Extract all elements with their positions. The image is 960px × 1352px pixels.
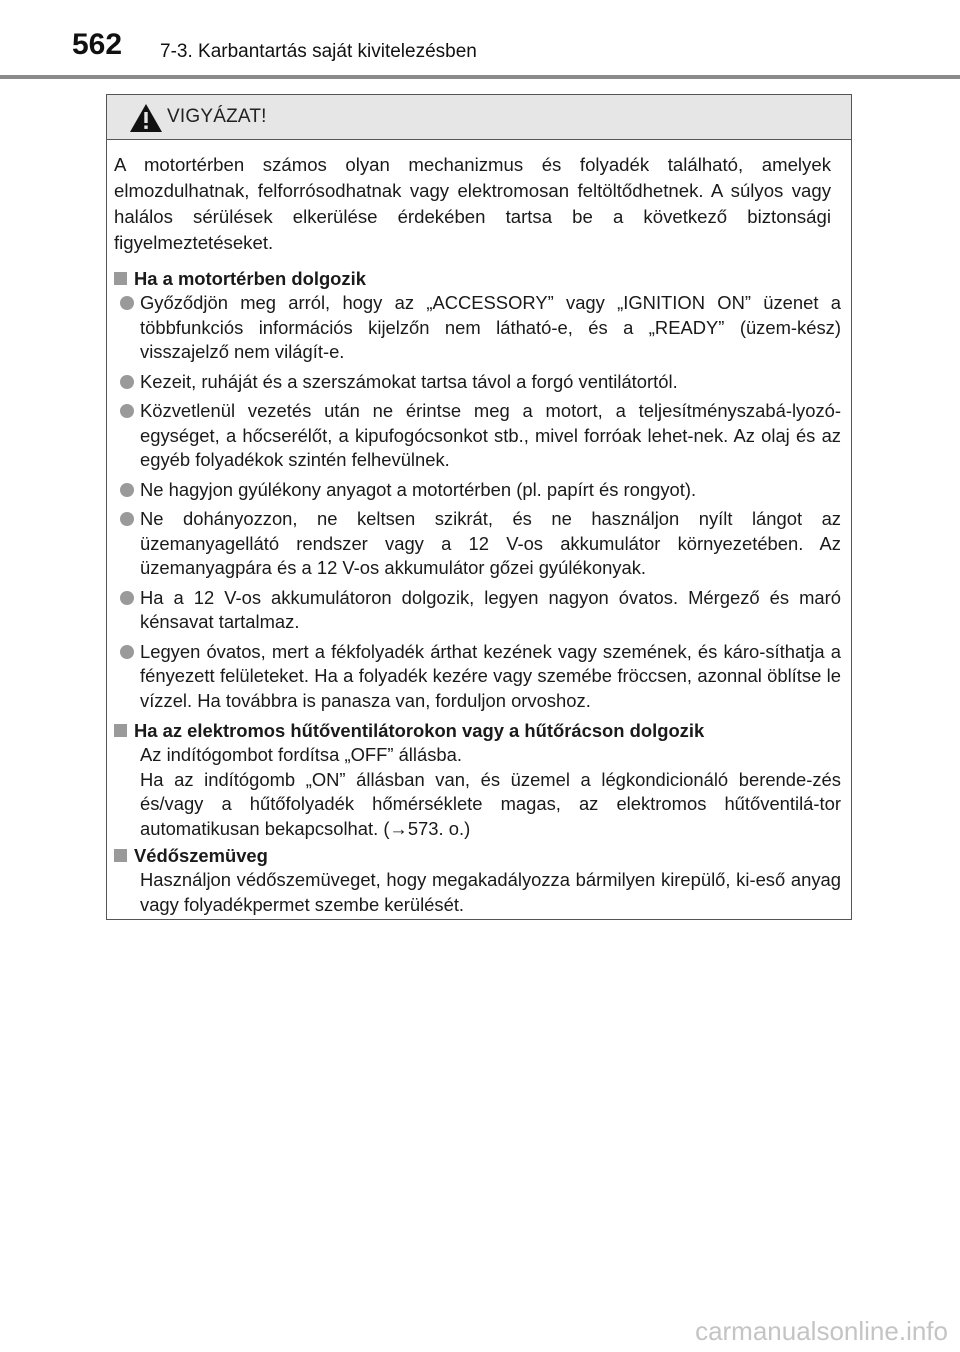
circle-bullet-icon [120, 645, 134, 659]
square-bullet-icon [114, 724, 127, 737]
list-item-text: Győződjön meg arról, hogy az „ACCESSORY” vagy „IGNITION ON” üzenet a többfunkciós információs kijelzőn nem látható-e, és a „READY” (üzem-kész) visszajelző nem világít-e. [140, 292, 841, 362]
list-item [116, 478, 841, 503]
circle-bullet-icon [120, 296, 134, 310]
section-heading [114, 266, 841, 291]
section-heading-text: Védőszemüveg [134, 845, 268, 866]
warning-body [107, 140, 851, 917]
paragraph: Az indítógombot fordítsa „OFF” állásba. [140, 744, 462, 765]
list-item-text: Kezeit, ruháját és a szerszámokat tartsa távol a forgó ventilátortól. [140, 370, 678, 392]
list-item-text: Ne dohányozzon, ne keltsen szikrát, és ne használjon nyílt lángot az üzemanyagellátó rendszer vagy a 12 V-os akkumulátor környezetében. Az üzemanyagpára és a 12 V-os akkumulátor gőzei gyúlékonyak. [140, 508, 841, 578]
list-item-text: Ne hagyjon gyúlékony anyagot a motortérben (pl. papírt és rongyot). [140, 478, 697, 500]
square-bullet-icon [114, 849, 127, 862]
section-cooling-fans [114, 718, 841, 841]
section-heading-text: Ha a motortérben dolgozik [134, 268, 366, 289]
section-heading [114, 843, 841, 868]
watermark[interactable]: carmanualsonline.info [695, 1316, 948, 1346]
warning-header [107, 95, 851, 140]
paragraph: Ha az indítógomb „ON” állásban van, és üzemel a légkondicionáló berende-zés és/vagy a hűtőfolyadék hőmérséklete magas, az elektromos hűtőventilá-tor automatikusan bekapcsolhat. (→573. o.) [140, 768, 841, 839]
list-item-text: Ha a 12 V-os akkumulátoron dolgozik, legyen nagyon óvatos. Mérgező és maró kénsavat tartalmaz. [140, 586, 841, 632]
warning-triangle-icon [129, 103, 163, 133]
list-item [116, 291, 841, 365]
circle-bullet-icon [120, 375, 134, 389]
page-number: 562 [72, 28, 123, 61]
section-heading-text: Ha az elektromos hűtőventilátorokon vagy a hűtőrácson dolgozik [134, 720, 705, 741]
warning-intro: A motortérben számos olyan mechanizmus és folyadék található, amelyek elmozdulhatnak, felforrósodhatnak vagy elektromosan feltöltődhetnek. A súlyos vagy halálos sérülések elkerülése érdekében tartsa be a következő biztonsági figyelmeztetéseket. [114, 154, 831, 253]
list-item [116, 640, 841, 714]
circle-bullet-icon [120, 512, 134, 526]
warning-title: VIGYÁZAT! [167, 106, 267, 127]
paragraph: Használjon védőszemüveget, hogy megakadályozza bármilyen kirepülő, ki-eső anyag vagy folyadékpermet szembe kerülését. [140, 869, 841, 915]
section-safety-goggles [114, 843, 841, 917]
square-bullet-icon [114, 272, 127, 285]
warning-box [106, 94, 852, 920]
list-item [116, 507, 841, 581]
list-item-text: Közvetlenül vezetés után ne érintse meg a motort, a teljesítményszabá-lyozó-egységet, a hőcserélőt, a kipufogócsonkot stb., mivel forróak lehet-nek. Az olaj és az egyéb folyadékok szintén felhevülnek. [140, 400, 841, 470]
section-title: 7-3. Karbantartás saját kivitelezésben [160, 41, 477, 62]
section-engine-compartment [114, 266, 841, 713]
list-item [116, 399, 841, 473]
circle-bullet-icon [120, 404, 134, 418]
list-item [116, 370, 841, 395]
header-divider [0, 75, 960, 79]
circle-bullet-icon [120, 591, 134, 605]
circle-bullet-icon [120, 483, 134, 497]
list-item-text: Legyen óvatos, mert a fékfolyadék árthat kezének vagy szemének, és káro-síthatja a fényezett felületeket. Ha a folyadék kezére vagy szemébe fröccsen, azonnal öblítse le vízzel. Ha továbbra is panasza van, forduljon orvoshoz. [140, 640, 841, 711]
list-item [116, 586, 841, 635]
page-header [0, 0, 960, 80]
section-heading [114, 718, 841, 743]
